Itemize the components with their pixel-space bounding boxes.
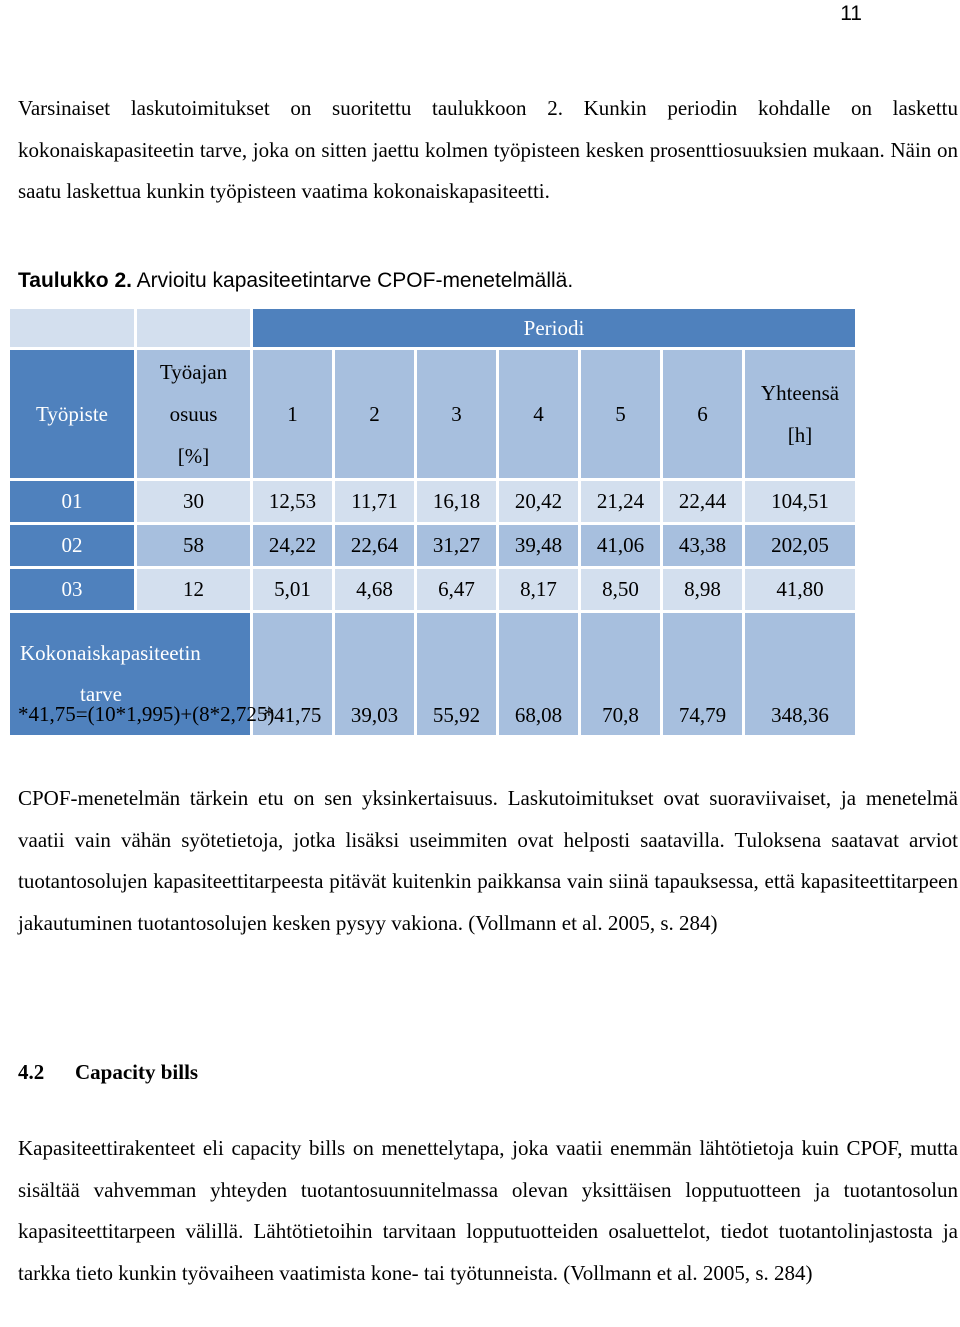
paragraph-cpof-advantages: CPOF-menetelmän tärkein etu on sen yksinkertaisuus. Laskutoimitukset ovat suoraviivaiset, ja menetelmä vaatii vain vähän syötetietoja, jotka lisäksi useimmiten ovat helposti saatavilla. Tuloksena saatavat arviot tuotantosolujen kapasiteettitarpeesta pitävät kuitenkin paikkansa vain siinä tapauksessa, että kapasiteettitarpeen jakautuminen tuotantosolujen kesken pysyy vakiona. (Vollmann et al. 2005, s. 284)	[18, 786, 958, 935]
row-value: 22,44	[663, 481, 742, 522]
section-number: 4.2	[18, 1060, 45, 1084]
row-value: 31,27	[417, 525, 496, 566]
col-header-period: 5	[581, 350, 660, 478]
row-value: 8,50	[581, 569, 660, 610]
row-share: 58	[137, 525, 250, 566]
table-row	[10, 569, 855, 610]
row-workstation: 02	[10, 525, 134, 566]
table-corner-cell	[137, 309, 250, 347]
row-value: 11,71	[335, 481, 414, 522]
row-share: 12	[137, 569, 250, 610]
table-caption	[18, 260, 573, 301]
row-value: 12,53	[253, 481, 332, 522]
paragraph-capacity-bills: Kapasiteettirakenteet eli capacity bills on menettelytapa, joka vaatii enemmän lähtötietoja kuin CPOF, mutta sisältää vahvemman yhteyden tuotantosuunnitelmassa olevan yksittäisen lopputuotteen ja tuotantosolun kapasiteettitarpeen välillä. Lähtötietoihin tarvitaan lopputuotteiden osaluettelot, tiedot tuotantolinjastosta ja tarkka tieto kunkin työvaiheen vaatimista kone- tai työtunneista. (Vollmann et al. 2005, s. 284)	[18, 1136, 958, 1285]
col-header-period: 1	[253, 350, 332, 478]
intro-paragraph: Varsinaiset laskutoimitukset on suoritettu taulukkoon 2. Kunkin periodin kohdalle on laskettu kokonaiskapasiteetin tarve, joka on sitten jaettu kolmen työpisteen kesken prosenttiosuuksien mukaan. Näin on saatu laskettua kunkin työpisteen vaatima kokonaiskapasiteetti.	[18, 96, 958, 203]
col-header-period: 6	[663, 350, 742, 478]
row-value: 8,17	[499, 569, 578, 610]
row-workstation: 03	[10, 569, 134, 610]
total-value: 74,79	[663, 613, 742, 735]
row-value: 8,98	[663, 569, 742, 610]
row-value: 21,24	[581, 481, 660, 522]
col-header-share: Työajan osuus [%]	[137, 350, 250, 478]
row-workstation: 01	[10, 481, 134, 522]
col-header-period: 2	[335, 350, 414, 478]
total-row-label: Kokonaiskapasiteetin tarve	[10, 613, 250, 735]
col-header-period: 4	[499, 350, 578, 478]
row-value: 24,22	[253, 525, 332, 566]
section-heading	[18, 1052, 198, 1092]
period-header: Periodi	[253, 309, 855, 347]
total-value: *41,75	[253, 613, 332, 735]
col-header-workstation: Työpiste	[10, 350, 134, 478]
row-value: 20,42	[499, 481, 578, 522]
row-total: 202,05	[745, 525, 855, 566]
table-corner-cell	[10, 309, 134, 347]
total-value: 70,8	[581, 613, 660, 735]
caption-text: Arvioitu kapasiteetintarve CPOF-menetelmällä.	[131, 269, 574, 292]
row-value: 4,68	[335, 569, 414, 610]
total-value: 55,92	[417, 613, 496, 735]
row-value: 5,01	[253, 569, 332, 610]
row-total: 41,80	[745, 569, 855, 610]
total-grand: 348,36	[745, 613, 855, 735]
col-header-period: 3	[417, 350, 496, 478]
row-value: 43,38	[663, 525, 742, 566]
row-total: 104,51	[745, 481, 855, 522]
total-value: 68,08	[499, 613, 578, 735]
caption-label: Taulukko 2.	[18, 269, 132, 292]
table-row	[10, 481, 855, 522]
row-value: 16,18	[417, 481, 496, 522]
row-value: 6,47	[417, 569, 496, 610]
col-header-total: Yhteensä [h]	[745, 350, 855, 478]
capacity-table	[7, 306, 858, 738]
row-value: 41,06	[581, 525, 660, 566]
table-row	[10, 525, 855, 566]
row-value: 39,48	[499, 525, 578, 566]
row-value: 22,64	[335, 525, 414, 566]
table-footnote: *41,75=(10*1,995)+(8*2,725)	[18, 702, 275, 726]
page-number: 11	[840, 2, 862, 25]
section-title: Capacity bills	[75, 1060, 199, 1084]
row-share: 30	[137, 481, 250, 522]
total-value: 39,03	[335, 613, 414, 735]
